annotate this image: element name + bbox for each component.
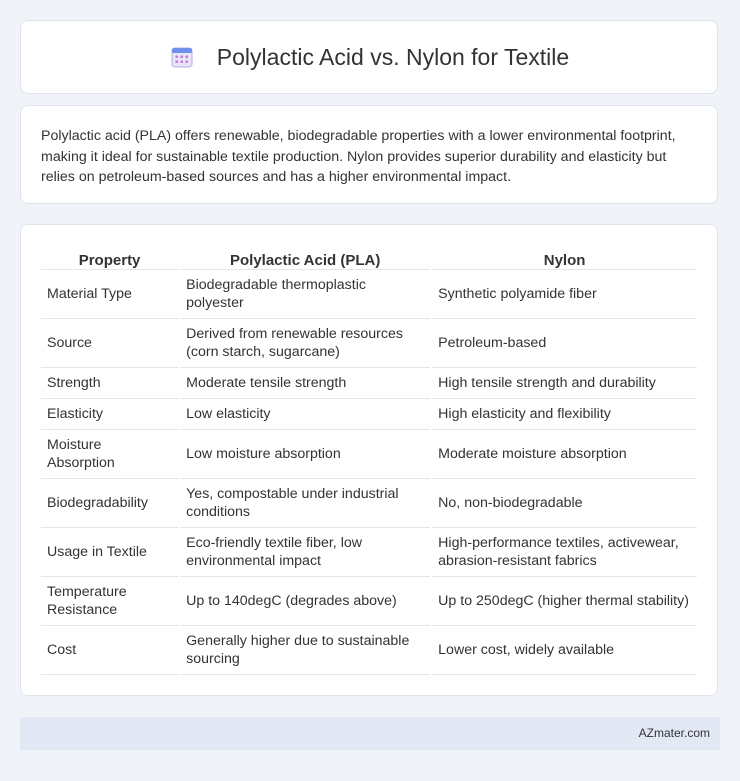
header-property: Property xyxy=(41,245,178,270)
property-cell: Cost xyxy=(41,626,178,675)
comparison-card xyxy=(20,224,718,696)
property-cell: Material Type xyxy=(41,270,178,319)
pla-cell: Derived from renewable resources (corn starch, sugarcane) xyxy=(180,319,430,368)
nylon-cell: Moderate moisture absorption xyxy=(432,430,697,479)
nylon-cell: High tensile strength and durability xyxy=(432,368,697,399)
nylon-cell: High-performance textiles, activewear, abrasion-resistant fabrics xyxy=(432,528,697,577)
nylon-cell: Synthetic polyamide fiber xyxy=(432,270,697,319)
property-cell: Source xyxy=(41,319,178,368)
header-nylon: Nylon xyxy=(432,245,697,270)
pla-cell: Generally higher due to sustainable sourcing xyxy=(180,626,430,675)
nylon-cell: Petroleum-based xyxy=(432,319,697,368)
footer xyxy=(20,717,720,750)
pla-cell: Low moisture absorption xyxy=(180,430,430,479)
calendar-icon xyxy=(169,44,195,70)
table-row xyxy=(41,430,697,479)
nylon-cell: Lower cost, widely available xyxy=(432,626,697,675)
property-cell: Usage in Textile xyxy=(41,528,178,577)
pla-cell: Low elasticity xyxy=(180,399,430,430)
intro-text: Polylactic acid (PLA) offers renewable, biodegradable properties with a lower environmental footprint, making it ideal for sustainable textile production. Nylon provides superior durability and elasticity but relies on petroleum-based sources and has a higher environmental impact. xyxy=(41,128,676,185)
table-row xyxy=(41,577,697,626)
property-cell: Strength xyxy=(41,368,178,399)
table-header-row xyxy=(41,245,697,270)
comparison-table xyxy=(39,245,699,675)
table-row xyxy=(41,319,697,368)
nylon-cell: High elasticity and flexibility xyxy=(432,399,697,430)
nylon-cell: Up to 250degC (higher thermal stability) xyxy=(432,577,697,626)
property-cell: Moisture Absorption xyxy=(41,430,178,479)
page-title: Polylactic Acid vs. Nylon for Textile xyxy=(216,43,570,70)
table-row xyxy=(41,626,697,675)
table-row xyxy=(41,368,697,399)
property-cell: Biodegradability xyxy=(41,479,178,528)
header-pla: Polylactic Acid (PLA) xyxy=(180,245,430,270)
pla-cell: Eco-friendly textile fiber, low environmental impact xyxy=(180,528,430,577)
pla-cell: Moderate tensile strength xyxy=(180,368,430,399)
table-row xyxy=(41,270,697,319)
table-row xyxy=(41,399,697,430)
pla-cell: Up to 140degC (degrades above) xyxy=(180,577,430,626)
intro-card xyxy=(20,105,718,204)
pla-cell: Yes, compostable under industrial conditions xyxy=(180,479,430,528)
table-row xyxy=(41,479,697,528)
table-row xyxy=(41,528,697,577)
footer-brand: AZmater.com xyxy=(638,726,710,740)
property-cell: Temperature Resistance xyxy=(41,577,178,626)
title-card xyxy=(20,20,718,94)
pla-cell: Biodegradable thermoplastic polyester xyxy=(180,270,430,319)
nylon-cell: No, non-biodegradable xyxy=(432,479,697,528)
property-cell: Elasticity xyxy=(41,399,178,430)
